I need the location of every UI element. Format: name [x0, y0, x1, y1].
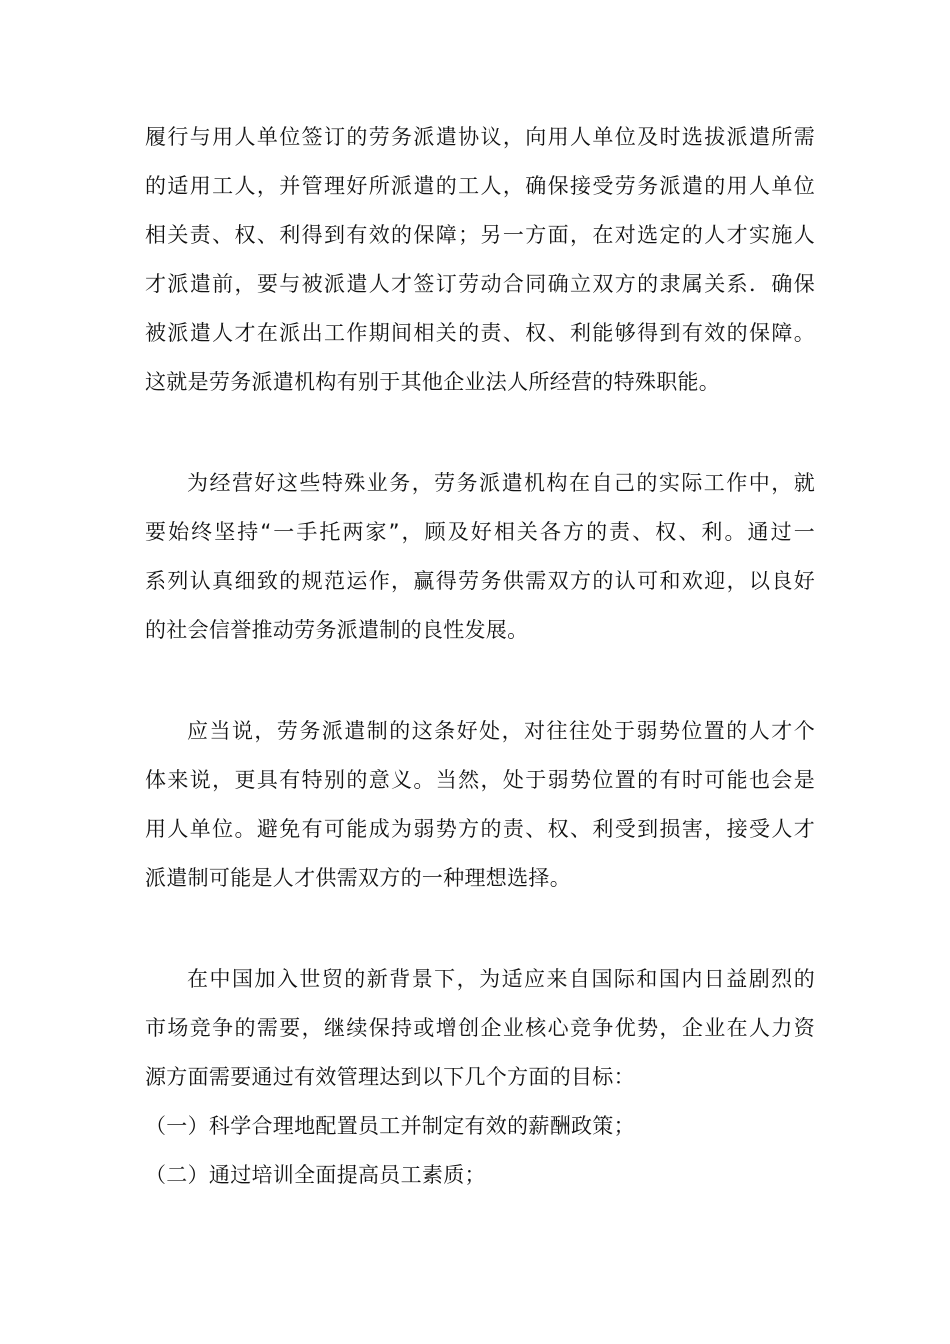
paragraph-3-line-1: 应当说，劳务派遣制的这条好处，对往往处于弱势位置的人才个: [187, 719, 815, 743]
paragraph-1-line-6: 这就是劳务派遣机构有别于其他企业法人所经营的特殊职能。: [145, 370, 721, 394]
paragraph-3-line-2: 体来说，更具有特别的意义。当然，处于弱势位置的有时可能也会是: [145, 768, 815, 792]
paragraph-1-line-2: 的适用工人，并管理好所派遣的工人，确保接受劳务派遣的用人单位: [145, 174, 815, 198]
paragraph-2-line-4: 的社会信誉推动劳务派遣制的良性发展。: [145, 618, 529, 642]
paragraph-1-line-3: 相关责、权、利得到有效的保障；另一方面，在对选定的人才实施人: [145, 223, 815, 247]
paragraph-3-line-4: 派遣制可能是人才供需双方的一种理想选择。: [145, 866, 571, 890]
paragraph-1-line-1: 履行与用人单位签订的劳务派遣协议，向用人单位及时选拔派遣所需: [145, 125, 815, 149]
paragraph-4-line-1: 在中国加入世贸的新背景下，为适应来自国际和国内日益剧烈的: [187, 967, 815, 991]
paragraph-3-line-3: 用人单位。避免有可能成为弱势方的责、权、利受到损害，接受人才: [145, 817, 815, 841]
paragraph-1-line-5: 被派遣人才在派出工作期间相关的责、权、利能够得到有效的保障。: [145, 321, 815, 345]
list-item-2: （二）通过培训全面提高员工素质；: [145, 1163, 486, 1187]
paragraph-4-line-3: 源方面需要通过有效管理达到以下几个方面的目标：: [145, 1065, 635, 1089]
paragraph-2-line-2: 要始终坚持“一手托两家”，顾及好相关各方的责、权、利。通过一: [145, 520, 815, 544]
paragraph-1-line-4: 才派遣前，要与被派遣人才签订劳动合同确立双方的隶属关系．确保: [145, 272, 815, 296]
list-item-1: （一）科学合理地配置员工并制定有效的薪酬政策；: [145, 1114, 635, 1138]
paragraph-2-line-3: 系列认真细致的规范运作，赢得劳务供需双方的认可和欢迎，以良好: [145, 569, 815, 593]
paragraph-4-line-2: 市场竞争的需要，继续保持或增创企业核心竞争优势，企业在人力资: [145, 1016, 815, 1040]
paragraph-2-line-1: 为经营好这些特殊业务，劳务派遣机构在自己的实际工作中，就: [187, 471, 815, 495]
